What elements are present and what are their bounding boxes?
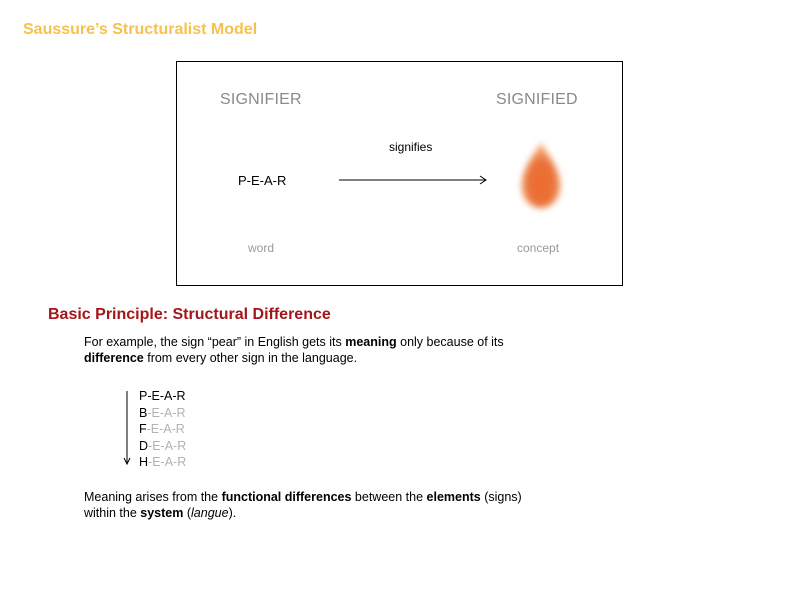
- example-text-2: only because of its: [396, 335, 504, 349]
- down-arrow-icon: [121, 391, 133, 467]
- conclusion-paragraph: [84, 489, 604, 521]
- word-caption: word: [248, 241, 275, 255]
- signifies-arrow: [339, 174, 489, 186]
- example-paragraph: [84, 334, 604, 366]
- conclusion-text-2: between the: [351, 490, 427, 504]
- pear-concept-image: [511, 136, 571, 216]
- sign-diagram: [176, 61, 623, 286]
- principle-heading: Basic Principle: Structural Difference: [48, 306, 331, 323]
- conclusion-text-4: within the: [84, 506, 141, 520]
- conclusion-bold-system: system: [140, 506, 184, 520]
- slide-title: Saussure’s Structuralist Model: [23, 21, 258, 38]
- signifier-heading: SIGNIFIER: [220, 91, 302, 108]
- example-bold-difference: difference: [84, 351, 144, 365]
- list-item: D-E-A-R: [139, 438, 187, 453]
- conclusion-italic-langue: langue: [191, 506, 229, 520]
- list-item: B-E-A-R: [139, 405, 186, 420]
- example-text-3: from every other sign in the language.: [143, 351, 358, 365]
- conclusion-text-5: (: [183, 506, 192, 520]
- concept-caption: concept: [517, 241, 560, 255]
- list-item: H-E-A-R: [139, 455, 187, 470]
- conclusion-text-3: (signs): [480, 490, 522, 504]
- signified-heading: SIGNIFIED: [496, 91, 578, 108]
- conclusion-text-6: ).: [228, 506, 237, 520]
- example-bold-meaning: meaning: [345, 335, 397, 349]
- list-item: P-E-A-R: [139, 389, 186, 403]
- list-item: F-E-A-R: [139, 422, 185, 437]
- relation-label: signifies: [389, 140, 433, 154]
- word-list: [139, 388, 186, 471]
- conclusion-bold-elements: elements: [426, 490, 481, 504]
- example-text-1: For example, the sign “pear” in English gets its: [84, 335, 346, 349]
- conclusion-text-1: Meaning arises from the: [84, 490, 222, 504]
- conclusion-bold-functional-differences: functional differences: [221, 490, 352, 504]
- word-sample: P-E-A-R: [238, 173, 287, 188]
